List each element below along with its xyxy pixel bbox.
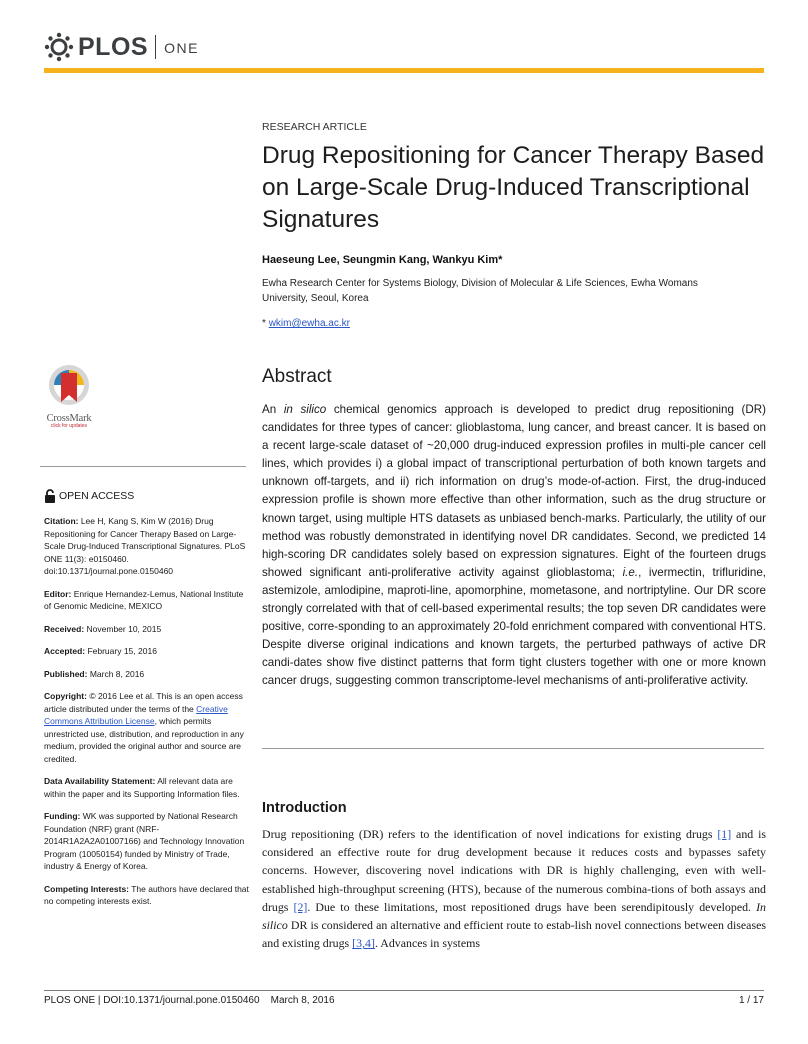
intro-text-5: . Advances in systems xyxy=(374,936,480,951)
abstract-divider xyxy=(262,748,764,749)
open-access-badge xyxy=(44,489,134,503)
header-accent-rule xyxy=(44,68,764,73)
accepted-label: Accepted: xyxy=(44,646,86,656)
correspondence xyxy=(262,318,350,329)
open-lock-icon xyxy=(44,489,56,503)
abstract-italic-1: in silico xyxy=(283,403,327,416)
abstract-body xyxy=(262,401,766,691)
abstract-italic-2: i.e. xyxy=(622,565,639,579)
received-date xyxy=(44,623,249,636)
copyright-label: Copyright: xyxy=(44,691,87,701)
author-list xyxy=(262,254,502,266)
article-type: RESEARCH ARTICLE xyxy=(262,121,367,133)
published-date xyxy=(44,668,249,681)
abstract-text-2: chemical genomics approach is developed to predict drug repositioning (DR) candidates for three types of cancer: glioblastoma, lung cancer, and breast cancer. It is based on a recent large-scale dataset of ~20,000 drug-induced expression profiles in multi-ple cancer cell lines, which provides i) a global impact of transcriptional perturbation of both known targets and unknown off-targets, and ii) rich information on drug’s mode-of-action. First, the drug-induced expression profile is shown more effective than other information, such as the drug structure or known target, using multiple HTS datasets as unbiased bench-marks. Particularly, the utility of our method was robustly demonstrated in identifying novel DR candidates. Second, we predicted 14 high-scoring DR candidates solely based on expression signatures. Eight of the fourteen drugs showed significant anti-proliferative activity against glioblastoma; xyxy=(262,403,766,579)
competing-interests-text: The authors have declared that no competing interests exist. xyxy=(44,883,249,906)
copyright xyxy=(44,690,249,765)
data-availability xyxy=(44,775,249,800)
funding-label: Funding: xyxy=(44,811,81,821)
journal-name: ONE xyxy=(164,40,199,56)
correspondence-mark: * xyxy=(262,318,266,329)
logo-text: PLOS xyxy=(78,32,149,61)
sidebar-divider xyxy=(40,466,246,467)
open-access-label: OPEN ACCESS xyxy=(59,490,135,502)
email-link[interactable]: wkim@ewha.ac.kr xyxy=(268,318,350,329)
crossmark-badge[interactable] xyxy=(40,362,98,429)
intro-text-2: and is considered an effective route for drug development because it reduces costs and bypasses safety concerns. However, discovering novel indications with DR is highly challenging, even with well-established high-throughput screening (HTS), because of the numerous combina-tions of both assays and drugs xyxy=(262,827,766,914)
intro-text-4: DR is considered an alternative and efficient route to estab-lish novel connections between diseases and existing drugs xyxy=(262,918,766,951)
copyright-text-1: © 2016 Lee et al. This is an open access article distributed under the terms of the xyxy=(44,691,243,714)
accepted-text: February 15, 2016 xyxy=(85,646,157,656)
footer-divider xyxy=(44,990,764,991)
data-availability-text: All relevant data are within the paper and its Supporting Information files. xyxy=(44,776,240,799)
article-metadata xyxy=(44,515,249,918)
corresponding-author-mark: * xyxy=(498,254,503,266)
crossmark-label: CrossMark xyxy=(46,413,92,424)
license-link[interactable]: Creative Commons Attribution License xyxy=(44,703,228,726)
editor-text: Enrique Hernandez-Lemus, National Institute of Genomic Medicine, MEXICO xyxy=(44,588,244,611)
reference-link-3[interactable]: [3,4] xyxy=(352,936,375,951)
intro-text-1: Drug repositioning (DR) refers to the identification of novel indications for existing drugs xyxy=(262,827,718,841)
introduction-body xyxy=(262,825,766,952)
editor-label: Editor: xyxy=(44,588,72,599)
crossmark-sublabel: click for updates xyxy=(50,423,88,429)
article-title: Drug Repositioning for Cancer Therapy Based on Large-Scale Drug-Induced Transcriptional Signatures xyxy=(262,142,765,233)
editor xyxy=(44,588,249,613)
abstract-heading: Abstract xyxy=(262,366,332,387)
citation xyxy=(44,515,249,578)
intro-text-3: . Due to these limitations, most repositioned drugs have been serendipitously developed. xyxy=(307,899,757,914)
plos-logo[interactable] xyxy=(44,32,199,62)
abstract-text-1: An xyxy=(262,403,284,416)
competing-interests-label: Competing Interests: xyxy=(44,883,130,894)
abstract-text-3: , ivermectin, trifluridine, astemizole, amlodipine, maproti-line, apomorphine, mometasone, and nortriptyline. Our DR score strongly correlated with that of cell-based experimental results; the top seven DR candidates were positive, corre-sponding to an approximately 20-fold enrichment compared with conventional HTS. Despite diverse original indications and known targets, the perturbed pathways of active DR candi-dates show five distinct patterns that form tight clusters together with one or more known cancer drugs, suggesting common transcriptome-level mechanisms of anti-proliferative activity. xyxy=(262,565,766,688)
intro-italic: In silico xyxy=(262,899,766,933)
authors-text: Haeseung Lee, Seungmin Kang, Wankyu Kim xyxy=(262,254,499,266)
published-label: Published: xyxy=(44,668,88,679)
footer-citation: PLOS ONE | DOI:10.1371/journal.pone.0150460 March 8, 2016 xyxy=(44,995,335,1006)
introduction-heading: Introduction xyxy=(262,800,347,816)
plos-logo-icon xyxy=(44,32,74,62)
funding xyxy=(44,810,249,873)
copyright-text-2: , which permits unrestricted use, distribution, and reproduction in any medium, provided the original author and source are credited. xyxy=(44,716,244,764)
data-availability-label: Data Availability Statement: xyxy=(44,776,156,786)
funding-text: WK was supported by National Research Foundation (NRF) grant (NRF-2014R1A2A2A01007166) and Technology Innovation Program (10050154) funded by Ministry of Trade, industry & Energy of Korea. xyxy=(44,811,245,871)
published-text: March 8, 2016 xyxy=(87,668,145,679)
reference-link-2[interactable]: [2] xyxy=(293,899,308,914)
competing-interests xyxy=(44,883,249,908)
logo-divider xyxy=(155,35,156,59)
affiliation: Ewha Research Center for Systems Biology, Division of Molecular & Life Sciences, Ewha Womans University, Seoul, Korea xyxy=(262,278,698,304)
received-text: November 10, 2015 xyxy=(84,623,162,634)
received-label: Received: xyxy=(44,623,85,634)
page-number: 1 / 17 xyxy=(738,995,764,1006)
citation-text: Lee H, Kang S, Kim W (2016) Drug Repositioning for Cancer Therapy Based on Large-Scale Drug-Induced Transcriptional Signatures. PLoS ONE 11(3): e0150460. doi:10.1371/journal.pone.0150460 xyxy=(44,516,246,576)
crossmark-icon xyxy=(43,362,95,408)
accepted-date xyxy=(44,645,249,658)
citation-label: Citation: xyxy=(44,516,79,526)
reference-link-1[interactable]: [1] xyxy=(717,827,732,841)
